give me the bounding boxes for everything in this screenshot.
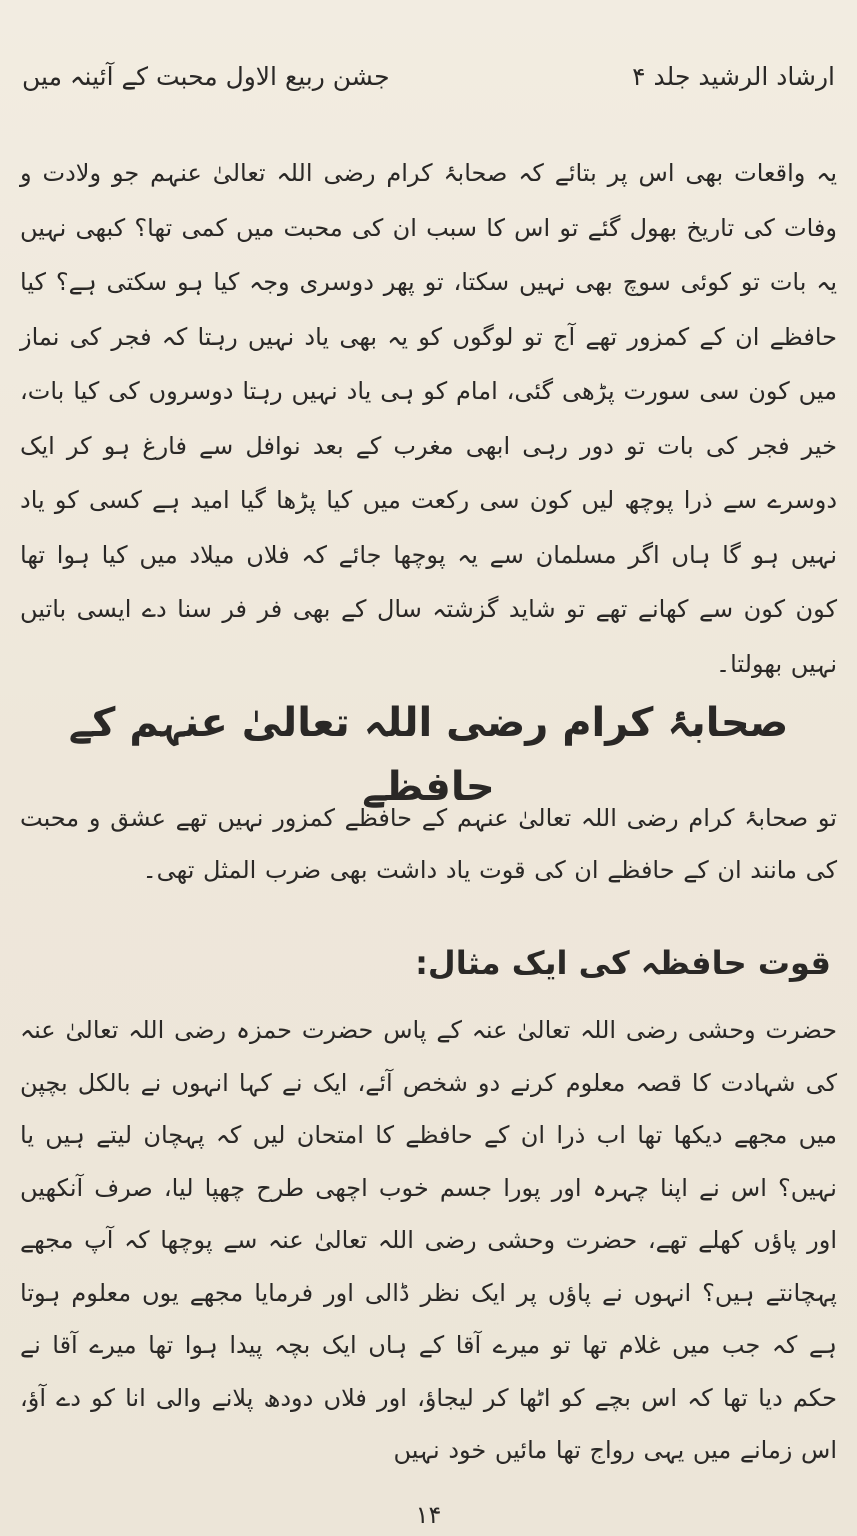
example-paragraph: حضرت وحشی رضی اللہ تعالیٰ عنہ کے پاس حضرت حمزہ رضی اللہ تعالیٰ عنہ کی شہادت کا قصہ معلوم کرنے دو شخص آئے، ایک نے کہا انہوں نے بالکل بچپن میں مجھے دیکھا تھا اب ذرا ان کے حافظے کا امتحان لیں کہ پہچان لیتے ہیں یا نہیں؟ اس نے اپنا چہرہ اور پورا جسم خوب اچھی طرح چھپا لیا، صرف آنکھیں اور پاؤں کھلے تھے، حضرت وحشی رضی اللہ تعالیٰ عنہ سے پوچھا کہ آپ مجھے پہچانتے ہیں؟ انہوں نے پاؤں پر ایک نظر ڈالی اور فرمایا مجھے یوں معلوم ہوتا ہے کہ جب میں غلام تھا تو میرے آقا کے ہاں ایک بچہ پیدا ہوا تھا میرے آقا نے حکم دیا تھا کہ اس بچے کو اٹھا کر لیجاؤ، اور فلاں دودھ پلانے والی انا کو دے آؤ، اس زمانے میں یہی رواج تھا مائیں خود نہیں — [20, 1016, 837, 1464]
subsection-heading: قوت حافظہ کی ایک مثال: — [415, 943, 831, 982]
chapter-title: جشن ربیع الاول محبت کے آئینہ میں — [22, 62, 390, 91]
running-header — [22, 52, 835, 102]
memory-paragraph: تو صحابۂ کرام رضی اللہ تعالیٰ عنہم کے حافظے کمزور نہیں تھے عشق و محبت کی مانند ان کے حافظے ان کی قوت یاد داشت بھی ضرب المثل تھی۔ — [20, 804, 837, 884]
intro-paragraph: یہ واقعات بھی اس پر بتائے کہ صحابۂ کرام رضی اللہ تعالیٰ عنہم جو ولادت و وفات کی تاریخ بھول گئے تو اس کا سبب ان کی محبت میں کمی تھا؟ کبھی نہیں یہ بات تو کوئی سوچ بھی نہیں سکتا، تو پھر دوسری وجہ کیا ہو سکتی ہے؟ کیا حافظے ان کے کمزور تھے آج تو لوگوں کو یہ بھی یاد نہیں رہتا کہ فجر کی نماز میں کون سی سورت پڑھی گئی، امام کو ہی یاد نہیں رہتا دوسروں کی کیا بات، خیر فجر کی بات تو دور رہی ابھی مغرب کے بعد نوافل سے فارغ ہو کر ایک دوسرے سے ذرا پوچھ لیں کون سی رکعت میں کیا پڑھا گیا امید ہے کسی کو یاد نہیں ہو گا ہاں اگر مسلمان سے یہ پوچھا جائے کہ فلاں میلاد میں کیا ہوا تھا کون کون سے کھانے تھے تو شاید گزشتہ سال کے بھی فر فر سنا دے ایسی باتیں نہیں بھولتا۔ — [20, 159, 837, 678]
book-title: ارشاد الرشید جلد ۴ — [632, 62, 835, 91]
section-heading: صحابۂ کرام رضی اللہ تعالیٰ عنہم کے حافظے — [68, 699, 789, 810]
page-number: ۱۴ — [415, 1501, 442, 1529]
